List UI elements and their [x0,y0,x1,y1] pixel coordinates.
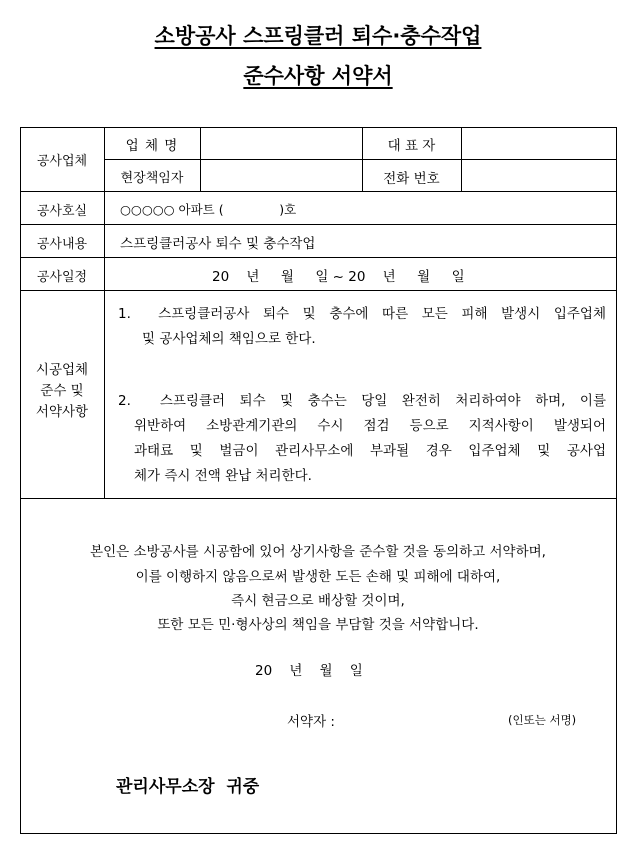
terms-label: 시공업체 준수 및 서약사항 [35,362,89,420]
row-divider [20,257,617,258]
document-title: 소방공사 스프링클러 퇴수·충수작업 [154,24,482,48]
company-label: 공사업체 [36,154,88,169]
pledge-line: 본인은 소방공사를 시공함에 있어 상기사항을 준수할 것을 동의하고 서약하며, [90,544,546,560]
pledge-line: 즉시 현금으로 배상할 것이며, [231,593,405,609]
row-divider [20,498,617,499]
term-item-1: 1. 스프링클러공사 퇴수 및 충수에 따른 모든 피해 발생시 입주업체 및 공사업체의 책임으로 한다. [118,306,606,347]
recipient: 관리사무소장 귀중 [116,777,260,797]
row-divider [20,224,617,225]
business-name-field[interactable] [201,128,362,159]
seal-note: (인또는 서명) [508,713,577,727]
site-manager-field[interactable] [201,160,362,191]
term-item-2: 2. 스프링클러 퇴수 및 충수는 당일 완전히 처리하여야 하며, 이를 위반하여 소방관계기관의 수시 점검 등으로 지적사항이 발생되어 과태료 및 벌금이 관리사무소에 부과될 경우 입주업체 및 공사업 체가 즉시 전액 완납 처리한다. [118,393,606,484]
site-manager-label: 현장책임자 [120,171,184,186]
representative-field[interactable] [462,128,616,159]
pledge-line: 또한 모든 민·형사상의 책임을 부담할 것을 서약합니다. [157,617,479,633]
business-name-label: 업 체 명 [125,138,179,154]
pledge-line: 이를 이행하지 않음으로써 발생한 도든 손해 및 피해에 대하여, [135,569,501,585]
row-divider [20,191,617,192]
unit-value: ○○○○○ 아파트 ( )호 [120,202,297,217]
phone-field[interactable] [462,160,616,191]
representative-label: 대 표 자 [387,138,436,154]
schedule-label: 공사일정 [36,270,88,285]
document-subtitle: 준수사항 서약서 [243,64,393,88]
content-value: 스프링클러공사 퇴수 및 충수작업 [120,236,316,252]
signature-field[interactable] [352,704,502,730]
schedule-value: 20 년 월 일 ~ 20 년 월 일 [212,269,465,285]
unit-label: 공사호실 [36,204,88,219]
row-divider [20,290,617,291]
phone-label: 전화 번호 [383,171,440,187]
content-label: 공사내용 [36,237,88,252]
pledge-date: 20 년 월 일 [255,663,363,679]
signer-label: 서약자 : [287,714,335,730]
